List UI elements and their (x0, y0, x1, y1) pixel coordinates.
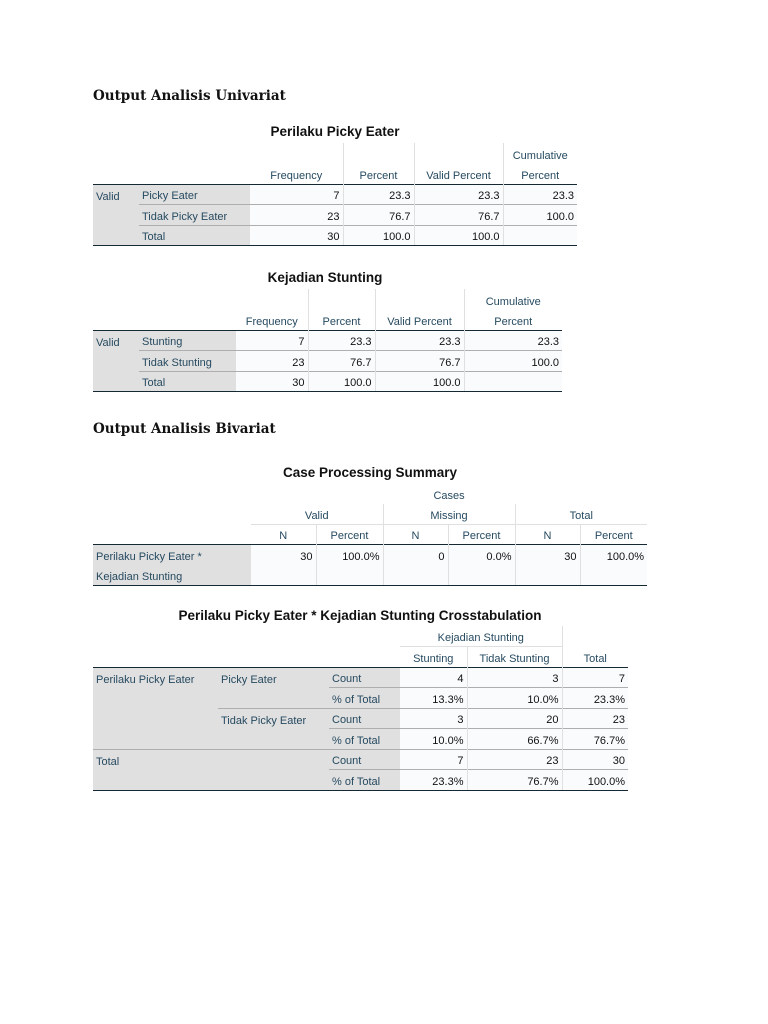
freq-table-1-title: Perilaku Picky Eater (270, 124, 400, 139)
table-row (93, 688, 628, 709)
table-row (93, 225, 577, 246)
cell: 100.0 (414, 225, 503, 246)
cell: 23 (250, 205, 343, 226)
cell: 23 (562, 708, 628, 729)
stat-label: % of Total (329, 770, 400, 791)
cell: 0.0% (448, 545, 515, 566)
cell: 100.0 (375, 371, 464, 392)
cell: 3 (467, 667, 562, 688)
cell: 100.0% (316, 545, 383, 566)
cell: 30 (236, 371, 308, 392)
cell: 76.7% (562, 729, 628, 750)
cell: 30 (251, 545, 316, 566)
col-header: Percent (308, 310, 375, 331)
row-label: Tidak Stunting (139, 351, 236, 372)
cell (503, 225, 577, 246)
row-label: Total (139, 371, 236, 392)
cell: 7 (236, 330, 308, 351)
cell: 100.0% (562, 770, 628, 791)
group-header: Missing (383, 504, 515, 525)
table-row (93, 184, 577, 205)
col-header: Percent (580, 524, 647, 545)
stat-label: Count (329, 708, 400, 729)
univariat-heading: Output Analisis Univariat (93, 88, 286, 104)
col-header: Percent (464, 310, 562, 331)
cell: 30 (515, 545, 580, 566)
cell: 30 (250, 225, 343, 246)
group-header: Valid (251, 504, 383, 525)
freq-table-2-title: Kejadian Stunting (267, 270, 383, 285)
cell: 76.7 (414, 205, 503, 226)
cell: 23 (236, 351, 308, 372)
cell: 23.3 (308, 330, 375, 351)
table-row (93, 708, 628, 729)
total-label: Total (93, 749, 329, 770)
case-summary-title: Case Processing Summary (282, 465, 458, 480)
table-row (93, 351, 562, 372)
table-row (93, 667, 628, 688)
cell: 100.0% (580, 545, 647, 566)
cell: 23.3 (414, 184, 503, 205)
cell: 23.3 (375, 330, 464, 351)
row-label: Tidak Picky Eater (139, 205, 250, 226)
cell: 23.3 (503, 184, 577, 205)
row-label: Total (139, 225, 250, 246)
col-header: Percent (343, 164, 414, 185)
col-header: Frequency (245, 315, 298, 328)
col-header: N (383, 524, 448, 545)
cell: 76.7 (308, 351, 375, 372)
case-processing-summary (93, 483, 647, 586)
col-header: Tidak Stunting (467, 647, 562, 668)
bivariat-heading: Output Analisis Bivariat (93, 421, 276, 437)
col-header: Valid Percent (414, 164, 503, 185)
row-label: Stunting (139, 330, 236, 351)
crosstab-table (93, 626, 628, 791)
cell: 23 (467, 749, 562, 770)
col-header: Cumulative (503, 143, 577, 164)
cell: 100.0 (343, 225, 414, 246)
cell: 20 (467, 708, 562, 729)
cell: 23.3 (343, 184, 414, 205)
cell: 7 (250, 184, 343, 205)
table-row (93, 330, 562, 351)
col-header: Percent (316, 524, 383, 545)
stat-label: Count (329, 667, 400, 688)
stat-label: % of Total (329, 688, 400, 709)
cell: 4 (400, 667, 467, 688)
col-header: N (279, 530, 288, 542)
cell: 30 (562, 749, 628, 770)
cell: 0 (383, 545, 448, 566)
crosstab-title: Perilaku Picky Eater * Kejadian Stunting Crosstabulation (178, 608, 542, 623)
row-label: Picky Eater (139, 184, 250, 205)
row-label: Kejadian Stunting (93, 565, 251, 586)
freq-table-picky-eater (93, 143, 577, 246)
col-group-header: Kejadian Stunting (400, 626, 562, 647)
table-row (93, 770, 628, 791)
cell: 10.0% (467, 688, 562, 709)
cell (464, 371, 562, 392)
table-row (93, 205, 577, 226)
cell: 100.0 (503, 205, 577, 226)
stat-label: % of Total (329, 729, 400, 750)
col-header: Percent (448, 524, 515, 545)
table-row (93, 371, 562, 392)
table-row (93, 545, 647, 566)
col-header: Total (562, 647, 628, 668)
col-header: Valid Percent (375, 310, 464, 331)
row-var-label: Perilaku Picky Eater (93, 667, 218, 688)
stat-label: Count (329, 749, 400, 770)
col-header: Cumulative (464, 289, 562, 310)
cell: 76.7 (375, 351, 464, 372)
cell: 7 (562, 667, 628, 688)
category-label: Picky Eater (218, 667, 329, 688)
row-label: Perilaku Picky Eater * (93, 545, 251, 566)
cell: 100.0 (464, 351, 562, 372)
group-label: Valid (93, 184, 139, 205)
cell: 23.3% (562, 688, 628, 709)
cell: 76.7% (467, 770, 562, 791)
cell: 13.3% (400, 688, 467, 709)
table-row (93, 729, 628, 750)
col-header: N (515, 524, 580, 545)
col-header: Stunting (413, 652, 454, 665)
group-header: Total (515, 504, 647, 525)
cell: 66.7% (467, 729, 562, 750)
cell: 23.3 (464, 330, 562, 351)
category-label: Tidak Picky Eater (218, 708, 329, 729)
freq-table-stunting (93, 289, 562, 392)
cell: 7 (400, 749, 467, 770)
cases-header: Cases (433, 489, 465, 502)
group-label: Valid (93, 330, 139, 351)
cell: 23.3% (400, 770, 467, 791)
cell: 76.7 (343, 205, 414, 226)
cell: 100.0 (308, 371, 375, 392)
cell: 10.0% (400, 729, 467, 750)
col-header: Percent (503, 164, 577, 185)
col-header: Frequency (270, 169, 323, 182)
cell: 3 (400, 708, 467, 729)
table-row (93, 749, 628, 770)
